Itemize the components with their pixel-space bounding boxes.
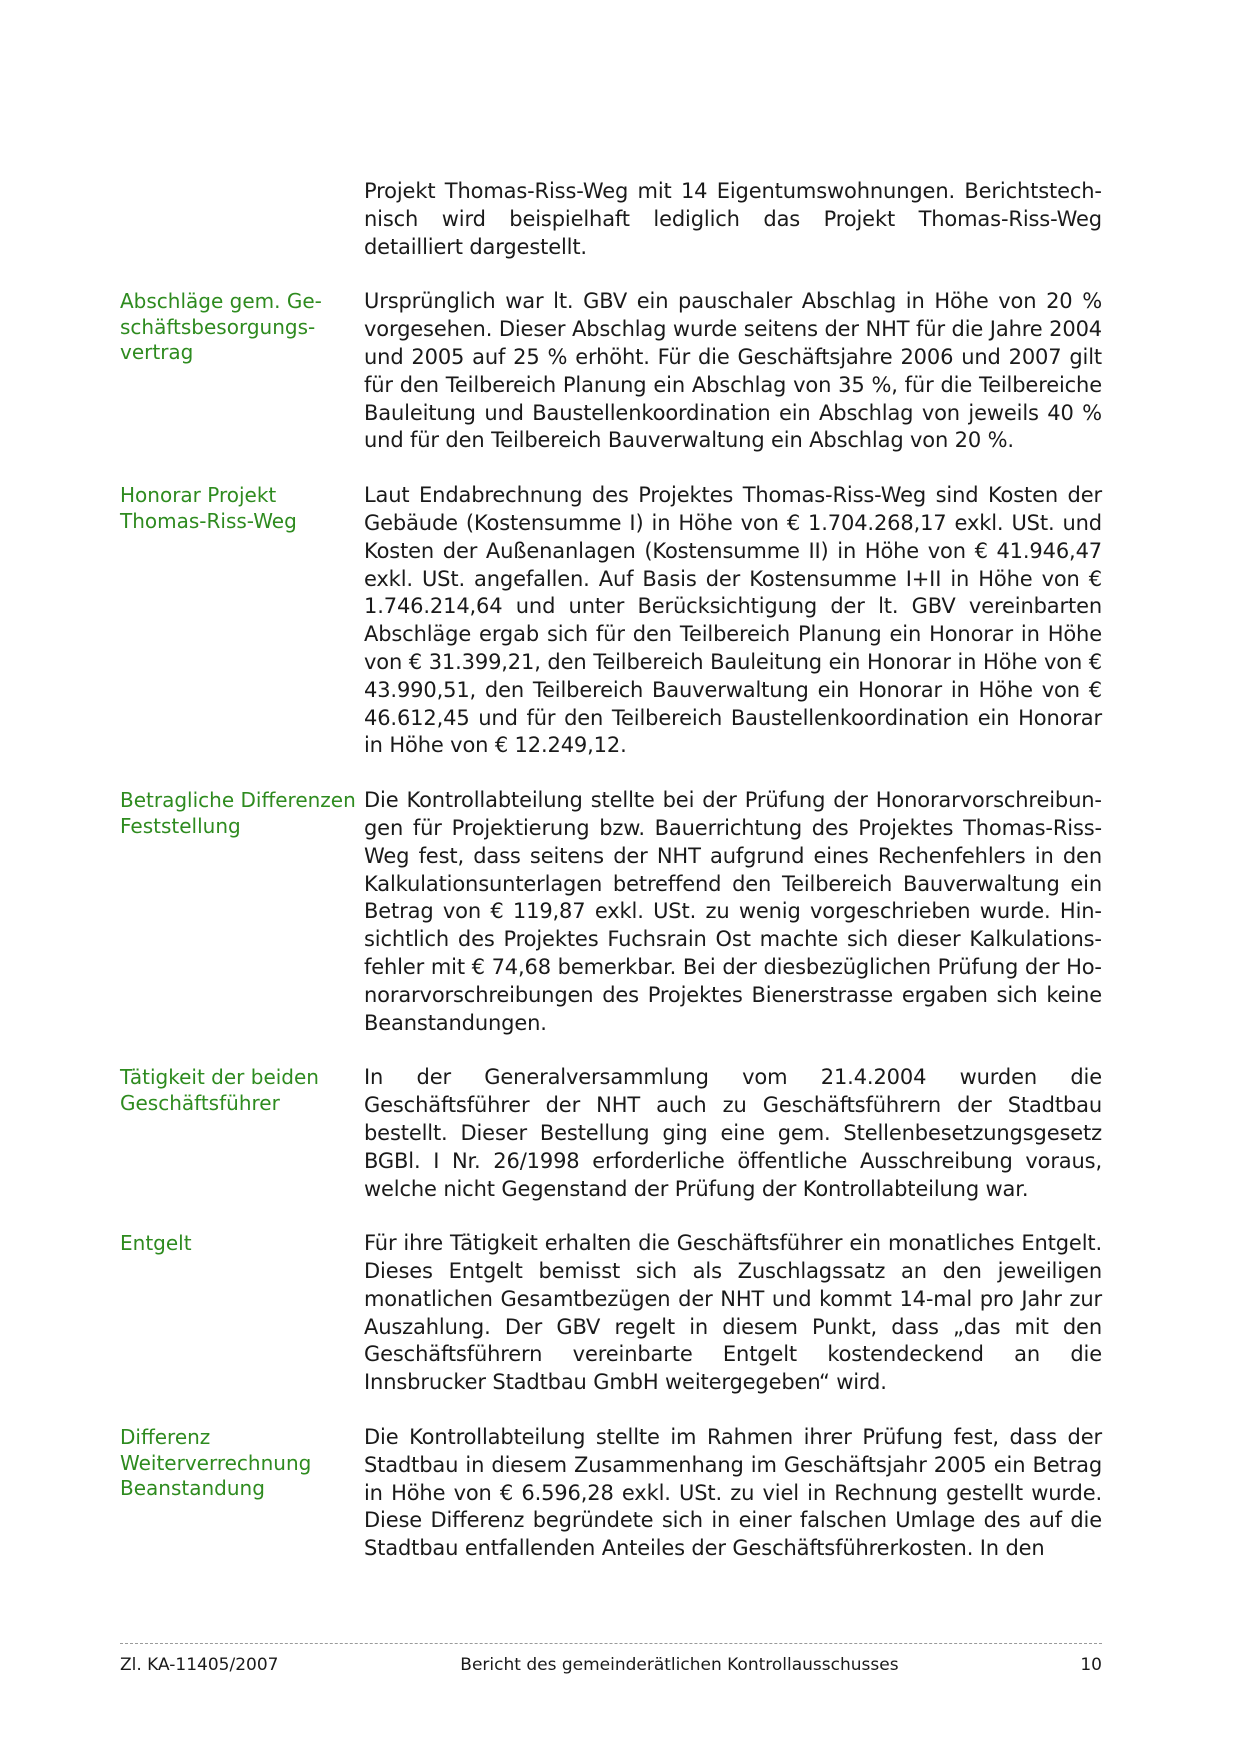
- margin-note-line: Honorar Projekt: [120, 483, 277, 508]
- section-taetigkeit: [120, 1064, 1102, 1203]
- report-title: Bericht des gemeinderätlichen Kontrollausschusses: [460, 1655, 899, 1675]
- paragraph: Für ihre Tätigkeit erhalten die Geschäftsführer ein monatliches Entgelt. Dieses Entgelt bemisst sich als Zuschlagssatz an den jeweiligen monatlichen Gesamtbezügen der NHT und kommt 14-mal pro Jahr zur Auszahlung. Der GBV regelt in diesem Punkt, dass „das mit den Geschäftsführern vereinbarte Entgelt kostendeckend an die Innsbrucker Stadtbau GmbH weitergegeben“ wird.: [364, 1231, 1102, 1395]
- section-entgelt: [120, 1230, 1102, 1397]
- paragraph: Laut Endabrechnung des Projektes Thomas-Riss-Weg sind Kosten der Gebäude (Kostensumme I) in Höhe von € 1.704.268,17 exkl. USt. und Kosten der Außenanlagen (Kostensumme II) in Höhe von € 41.946,47 exkl. USt. angefallen. Auf Basis der Kostensumme I+II in Höhe von € 1.746.214,64 und unter Berücksichtigung der lt. GBV vereinbarten Abschläge ergab sich für den Teilbereich Planung ein Honorar in Höhe von € 31.399,21, den Teilbereich Bauleitung ein Honorar in Höhe von € 43.990,51, den Teilbereich Bauverwaltung ein Honorar in Höhe von € 46.612,45 und für den Teilbereich Baustellenkoordination ein Honorar in Höhe von € 12.249,12.: [364, 483, 1102, 758]
- margin-note: [120, 1064, 364, 1203]
- margin-note-line: Betragliche Differenzen: [120, 788, 356, 813]
- section-intro: [120, 178, 1102, 261]
- margin-note-line: Abschläge gem. Ge-: [120, 289, 322, 314]
- section-weiterverrechnung: [120, 1424, 1102, 1563]
- page-number: 10: [1080, 1655, 1102, 1675]
- margin-note-line: Tätigkeit der beiden: [120, 1065, 319, 1090]
- margin-note-line: Feststellung: [120, 813, 241, 838]
- document-reference: Zl. KA-11405/2007: [120, 1655, 279, 1675]
- margin-note-line: Geschäftsführer: [120, 1090, 280, 1115]
- margin-note: [120, 482, 364, 760]
- section-abschlaege: [120, 288, 1102, 455]
- section-honorar: [120, 482, 1102, 760]
- margin-note-line: Differenz: [120, 1425, 211, 1450]
- page-content: [120, 178, 1102, 1590]
- margin-note-line: Weiterverrechnung: [120, 1450, 312, 1475]
- page-footer: [120, 1643, 1102, 1675]
- paragraph: Die Kontrollabteilung stellte bei der Prüfung der Honorarvorschreibungen für Projektierung bzw. Bauerrichtung des Projektes Thomas-Riss-Weg fest, dass seitens der NHT aufgrund eines Rechenfehlers in den Kalkulationsunterlagen betreffend den Teilbereich Bauverwaltung ein Betrag von € 119,87 exkl. USt. zu wenig vorgeschrieben wurde. Hinsichtlich des Projektes Fuchsrain Ost machte sich dieser Kalkulationsfehler mit € 74,68 bemerkbar. Bei der diesbezüglichen Prüfung der Honorarvorschreibungen des Projektes Bienerstrasse ergaben sich keine Beanstandungen.: [364, 788, 1102, 1035]
- margin-note-line: schäftsbesorgungs-: [120, 314, 316, 339]
- section-differenzen: [120, 787, 1102, 1037]
- margin-note: [120, 288, 364, 455]
- paragraph: Projekt Thomas-Riss-Weg mit 14 Eigentumswohnungen. Berichtstechnisch wird beispielhaft lediglich das Projekt Thomas-Riss-Weg detailliert dargestellt.: [364, 179, 1102, 259]
- margin-note: [120, 1424, 364, 1563]
- margin-note: [120, 178, 364, 261]
- paragraph: Ursprünglich war lt. GBV ein pauschaler Abschlag in Höhe von 20 % vorgesehen. Dieser Abschlag wurde seitens der NHT für die Jahre 2004 und 2005 auf 25 % erhöht. Für die Geschäftsjahre 2006 und 2007 gilt für den Teilbereich Planung ein Abschlag von 35 %, für die Teilbereiche Bauleitung und Baustellenkoordination ein Abschlag von jeweils 40 % und für den Teilbereich Bauverwaltung ein Abschlag von 20 %.: [364, 289, 1102, 453]
- margin-note-line: vertrag: [120, 340, 194, 365]
- margin-note: [120, 1230, 364, 1397]
- margin-note-line: Beanstandung: [120, 1476, 265, 1501]
- margin-note-line: Thomas-Riss-Weg: [120, 508, 297, 533]
- paragraph: Die Kontrollabteilung stellte im Rahmen ihrer Prüfung fest, dass der Stadtbau in diesem Zusammenhang im Geschäftsjahr 2005 ein Betrag in Höhe von € 6.596,28 exkl. USt. zu viel in Rechnung gestellt wurde. Diese Differenz begründete sich in einer falschen Umlage des auf die Stadtbau entfallenden Anteiles der Geschäftsführerkosten. In den: [364, 1425, 1102, 1561]
- paragraph: In der Generalversammlung vom 21.4.2004 wurden die Geschäftsführer der NHT auch zu Geschäftsführern der Stadtbau bestellt. Dieser Bestellung ging eine gem. Stellenbesetzungsgesetz BGBl. I Nr. 26/1998 erforderliche öffentliche Ausschreibung voraus, welche nicht Gegenstand der Prüfung der Kontrollabteilung war.: [364, 1065, 1102, 1201]
- margin-note-line: Entgelt: [120, 1231, 192, 1256]
- margin-note: [120, 787, 364, 1037]
